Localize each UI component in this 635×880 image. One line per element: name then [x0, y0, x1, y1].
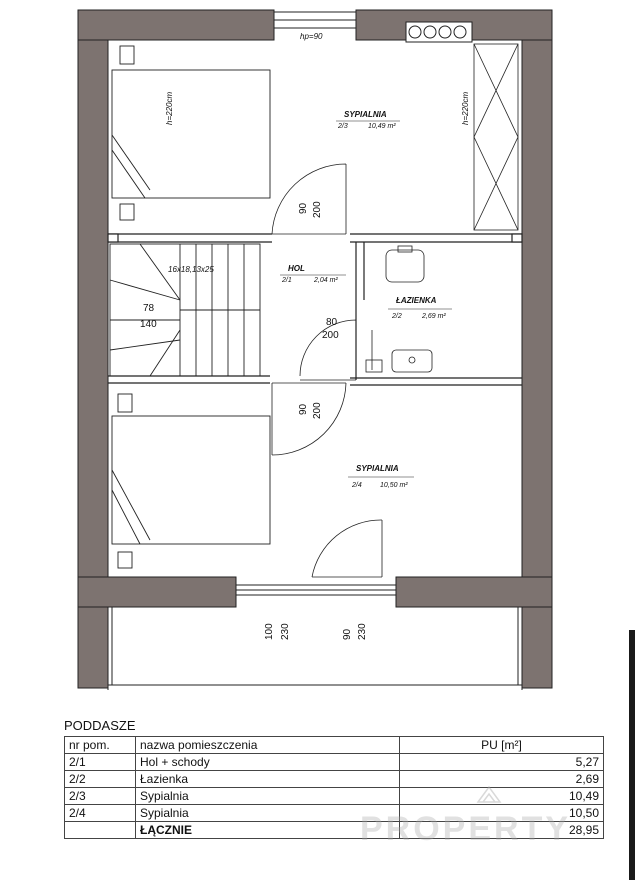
balcony — [108, 607, 522, 690]
cell-name: Sypialnia — [136, 788, 400, 805]
cell-area: 5,27 — [400, 754, 604, 771]
door-dim-4-height: 230 — [280, 623, 291, 640]
bed-bottom — [112, 394, 270, 568]
door-dim-1-width: 90 — [298, 202, 309, 214]
door-bedroom-top — [272, 164, 346, 234]
room-name: ŁAZIENKA — [396, 296, 437, 305]
cell-area: 2,69 — [400, 771, 604, 788]
cell-nr — [65, 822, 136, 839]
staircase — [110, 244, 260, 376]
room-name: SYPIALNIA — [344, 110, 387, 119]
top-window — [274, 12, 356, 28]
wardrobe — [474, 44, 518, 230]
door-bedroom-bottom — [272, 383, 346, 455]
cell-nr: 2/4 — [65, 805, 136, 822]
table-header-row — [65, 737, 604, 754]
header-area: PU [m²] — [400, 737, 604, 754]
top-wall-left — [78, 10, 274, 40]
room-area: 10,49 m² — [368, 123, 396, 130]
doors — [272, 164, 382, 577]
cell-name: ŁĄCZNIE — [136, 822, 400, 839]
door-balcony — [312, 520, 382, 577]
table-total-row — [65, 822, 604, 839]
room-label-bedroom-bottom — [348, 464, 414, 489]
toilet-icon — [386, 250, 424, 282]
room-area: 2,69 m² — [422, 313, 446, 320]
room-label-hall — [280, 264, 346, 284]
watermark: PROPERTY — [360, 810, 572, 848]
cell-name: Łazienka — [136, 771, 400, 788]
room-number: 2/2 — [392, 313, 402, 320]
header-name: nazwa pomieszczenia — [136, 737, 400, 754]
table-row — [65, 771, 604, 788]
door-dim-2-height: 200 — [322, 330, 339, 341]
room-number: 2/4 — [352, 482, 362, 489]
scan-edge — [629, 630, 635, 880]
legend-title: PODDASZE — [64, 718, 136, 733]
stairs-label: 16x18,13x25 — [168, 265, 214, 274]
room-label-bedroom-top — [336, 110, 400, 130]
room-legend — [64, 716, 604, 839]
stairs-dim-length: 140 — [140, 319, 157, 330]
door-dim-2-width: 80 — [326, 317, 338, 328]
cell-name: Hol + schody — [136, 754, 400, 771]
cell-nr: 2/3 — [65, 788, 136, 805]
table-row — [65, 788, 604, 805]
door-dim-5-width: 90 — [342, 628, 353, 640]
door-dim-4-width: 100 — [264, 623, 275, 640]
room-number: 2/1 — [282, 277, 292, 284]
room-number: 2/3 — [338, 123, 348, 130]
room-name: HOL — [288, 264, 305, 273]
door-dim-3-width: 90 — [298, 403, 309, 415]
cell-name: Sypialnia — [136, 805, 400, 822]
window-top-label: hp=90 — [300, 32, 323, 41]
bed-top — [112, 46, 270, 220]
stairs-dim-width: 78 — [143, 303, 155, 314]
door-bathroom — [300, 320, 356, 380]
balcony-wall-left — [78, 577, 236, 607]
sink-icon — [392, 350, 432, 372]
rooms-table — [64, 736, 604, 839]
table-row — [65, 754, 604, 771]
height-label-left: h=220cm — [165, 91, 174, 125]
room-area: 2,04 m² — [314, 277, 338, 284]
room-name: SYPIALNIA — [356, 464, 399, 473]
radiator-icon — [406, 22, 472, 42]
table-row — [65, 805, 604, 822]
room-area: 10,50 m² — [380, 482, 408, 489]
room-label-bathroom — [388, 296, 452, 320]
height-label-right: h=220cm — [461, 91, 470, 125]
interior-walls — [108, 234, 522, 385]
cell-nr: 2/1 — [65, 754, 136, 771]
cell-area: 10,50 — [400, 805, 604, 822]
cell-area: 10,49 — [400, 788, 604, 805]
balcony-window — [236, 585, 396, 595]
header-nr: nr pom. — [65, 737, 136, 754]
cell-nr: 2/2 — [65, 771, 136, 788]
door-dim-1-height: 200 — [312, 201, 323, 218]
balcony-wall-right — [396, 577, 552, 607]
door-dim-5-height: 230 — [357, 623, 368, 640]
door-dim-3-height: 200 — [312, 402, 323, 419]
cell-area: 28,95 — [400, 822, 604, 839]
